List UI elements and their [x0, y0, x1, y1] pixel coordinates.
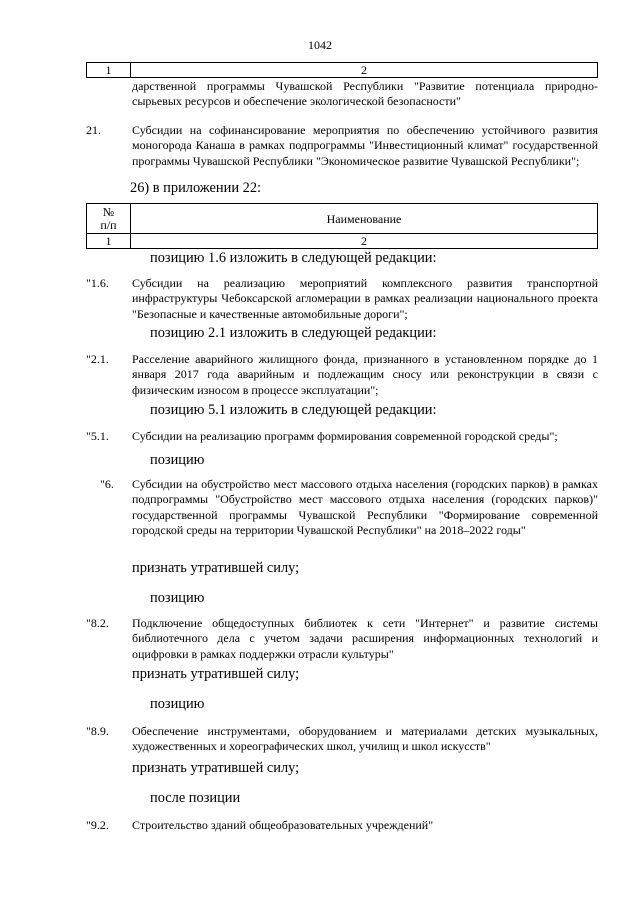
- item-text: Субсидии на обустройство мест массового отдыха населения (городских парков) в рамках подпрограммы "Обустройство мест массового отдыха населения (городских парков)" государственной программы Чувашской Республики "Формирование современной городской среды на территории Чувашской Республики" на 2018–2022 годы": [132, 477, 598, 538]
- list-item: [86, 352, 598, 399]
- item-text: Подключение общедоступных библиотек к сети "Интернет" и развитие системы библиотечного дела с учетом задачи расширения информационных технологий и оцифровки в рамках поддержки отрасли культуры": [132, 616, 598, 661]
- instruction-text: после позиции: [150, 790, 241, 806]
- item-number: "2.1.: [86, 352, 109, 366]
- list-item: [86, 477, 598, 555]
- list-item: [86, 429, 598, 445]
- appendix-heading: 26) в приложении 22:: [130, 180, 262, 196]
- header-table: [86, 203, 598, 249]
- table-cell: 2: [131, 234, 598, 249]
- list-item: [86, 276, 598, 323]
- instruction-text: позицию: [150, 696, 205, 712]
- item-text: Строительство зданий общеобразовательных учреждений": [132, 818, 434, 832]
- item-text: Субсидии на реализацию мероприятий комплексного развития транспортной инфраструктуры Чебоксарской агломерации в рамках реализации национального проекта "Безопасные и качественные автомобильные дороги";: [132, 276, 598, 321]
- item-number: "8.2.: [86, 616, 109, 630]
- item-number: "5.1.: [86, 429, 109, 443]
- instruction-text: позицию 5.1 изложить в следующей редакции:: [150, 402, 437, 418]
- item-text: Субсидии на софинансирование мероприятия по обеспечению устойчивого развития моногорода Канаша в рамках подпрограммы "Инвестиционный климат" государственной программы Чувашской Республики "Экономическое развитие Чувашской Республики";: [132, 123, 598, 168]
- item-number: "8.9.: [86, 724, 109, 738]
- list-item: [86, 724, 598, 756]
- header-name-cell: Наименование: [131, 204, 598, 234]
- item-number: "9.2.: [86, 818, 109, 832]
- instruction-text: признать утратившей силу;: [132, 560, 300, 576]
- page-number: 1042: [308, 38, 332, 52]
- instruction-text: признать утратившей силу;: [132, 666, 300, 682]
- item-text: Субсидии на реализацию программ формирования современной городской среды";: [132, 429, 558, 443]
- item-text: Расселение аварийного жилищного фонда, признанного в установленном порядке до 1 января 2017 года аварийным и подлежащим сносу или реконструкции в связи с физическим износом в процессе эксплуатации";: [132, 352, 598, 397]
- list-item: [86, 616, 598, 663]
- header-num-cell: № п/п: [87, 204, 131, 234]
- table-cell: 1: [87, 63, 131, 78]
- instruction-text: позицию 2.1 изложить в следующей редакции:: [150, 325, 437, 341]
- item-number: "6.: [100, 477, 114, 491]
- instruction-text: позицию: [150, 452, 205, 468]
- table-cell: 1: [87, 234, 131, 249]
- table-cell: 2: [131, 63, 598, 78]
- continuation-text: дарственной программы Чувашской Республики "Развитие потенциала природно-сырьевых ресурсов и обеспечение экологической безопасности": [132, 79, 598, 109]
- instruction-text: признать утратившей силу;: [132, 760, 300, 776]
- item-text: Обеспечение инструментами, оборудованием и материалами детских музыкальных, художественных и хореографических школ, училищ и школ искусств": [132, 724, 598, 754]
- list-item: [86, 818, 598, 834]
- list-item: [86, 123, 598, 185]
- item-number: 21.: [86, 123, 101, 137]
- instruction-text: позицию 1.6 изложить в следующей редакции:: [150, 250, 437, 266]
- column-number-table: [86, 62, 598, 78]
- instruction-text: позицию: [150, 590, 205, 606]
- item-number: "1.6.: [86, 276, 109, 290]
